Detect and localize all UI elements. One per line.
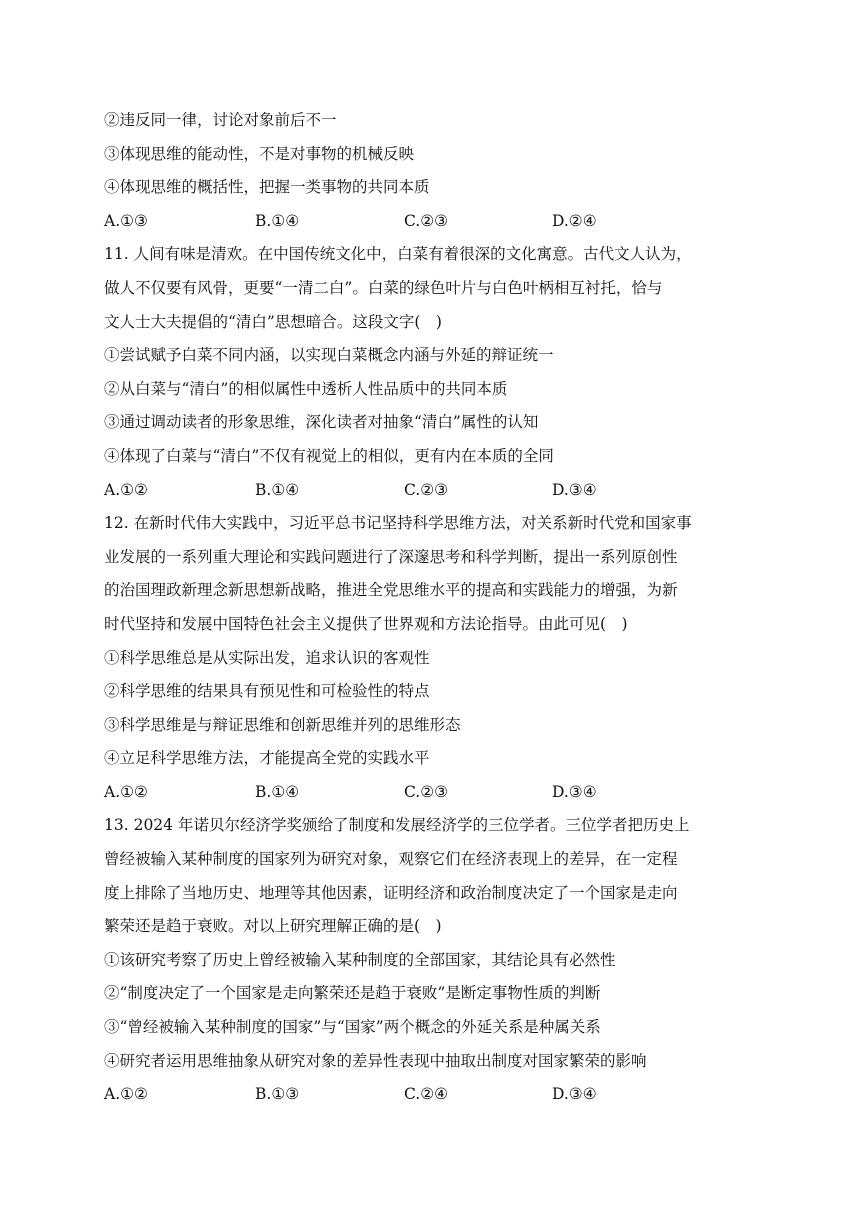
q10-item-2: ②违反同一律，讨论对象前后不一 xyxy=(104,111,337,129)
q12-options xyxy=(104,776,764,810)
q12-item-4: ④立足科学思维方法，才能提高全党的实践水平 xyxy=(104,749,430,768)
q10-options xyxy=(104,205,764,239)
q13-option-c: C.②④ xyxy=(404,1085,449,1104)
q11-stem-line-1: 11. 人间有味是清欢。在中国传统文化中，白菜有着很深的文化寓意。古代文人认为， xyxy=(104,245,692,264)
q12-option-d: D.③④ xyxy=(552,782,597,801)
question-12 xyxy=(104,507,764,809)
q13-stem-line-2: 曾经被输入某种制度的国家列为研究对象，观察它们在经济表现上的差异，在一定程 xyxy=(104,850,678,869)
q10-option-b: B.①④ xyxy=(255,211,300,230)
q12-stem-line-3: 的治国理政新理念新思想新战略，推进全党思维水平的提高和实践能力的增强，为新 xyxy=(104,581,678,600)
q12-option-c: C.②③ xyxy=(404,782,449,801)
q13-item-3: ③“曾经被输入某种制度的国家”与“国家”两个概念的外延关系是种属关系 xyxy=(104,1018,601,1037)
q12-option-b: B.①④ xyxy=(255,782,300,801)
q10-item-4: ④体现思维的概括性，把握一类事物的共同本质 xyxy=(104,178,430,197)
q13-item-1: ①该研究考察了历史上曾经被输入某种制度的全部国家，其结论具有必然性 xyxy=(104,950,616,969)
q12-stem-line-1: 12. 在新时代伟大实践中，习近平总书记坚持科学思维方法，对关系新时代党和国家事 xyxy=(104,514,692,533)
q13-item-2: ②“制度决定了一个国家是走向繁荣还是趋于衰败”是断定事物性质的判断 xyxy=(104,984,601,1003)
q11-item-4: ④体现了白菜与“清白”不仅有视觉上的相似，更有内在本质的全同 xyxy=(104,446,554,465)
q11-options xyxy=(104,474,764,508)
q11-stem-line-3: 文人士大夫提倡的“清白”思想暗合。这段文字( ) xyxy=(104,312,442,331)
q11-stem-line-2: 做人不仅要有风骨，更要“一清二白”。白菜的绿色叶片与白色叶柄相互衬托，恰与 xyxy=(104,278,663,297)
q12-stem-line-2: 业发展的一系列重大理论和实践问题进行了深邃思考和科学判断，提出一系列原创性 xyxy=(104,547,678,566)
question-13 xyxy=(104,809,764,1111)
q13-item-4: ④研究者运用思维抽象从研究对象的差异性表现中抽取出制度对国家繁荣的影响 xyxy=(104,1051,647,1070)
q10-item-3: ③体现思维的能动性，不是对事物的机械反映 xyxy=(104,144,415,163)
q11-item-3: ③通过调动读者的形象思维，深化读者对抽象“清白”属性的认知 xyxy=(104,413,539,432)
q13-stem-line-1: 13. 2024 年诺贝尔经济学奖颁给了制度和发展经济学的三位学者。三位学者把历史上 xyxy=(104,816,690,835)
q10-option-a: A.①③ xyxy=(104,211,148,230)
q12-item-2: ②科学思维的结果具有预见性和可检验性的特点 xyxy=(104,682,430,701)
q12-option-a: A.①② xyxy=(104,782,148,801)
q13-options xyxy=(104,1078,764,1112)
q13-option-a: A.①② xyxy=(104,1085,148,1104)
q13-option-d: D.③④ xyxy=(552,1085,597,1104)
q13-option-b: B.①③ xyxy=(255,1085,300,1104)
q11-option-a: A.①② xyxy=(104,480,148,499)
q13-stem-line-4: 繁荣还是趋于衰败。对以上研究理解正确的是( ) xyxy=(104,917,442,936)
question-10 xyxy=(104,104,764,238)
q10-option-c: C.②③ xyxy=(404,211,449,230)
q12-item-3: ③科学思维是与辩证思维和创新思维并列的思维形态 xyxy=(104,715,461,734)
q11-option-c: C.②③ xyxy=(404,480,449,499)
q13-stem-line-3: 度上排除了当地历史、地理等其他因素，证明经济和政治制度决定了一个国家是走向 xyxy=(104,883,678,902)
q10-option-d: D.②④ xyxy=(552,211,597,230)
q12-item-1: ①科学思维总是从实际出发，追求认识的客观性 xyxy=(104,648,430,667)
q11-option-b: B.①④ xyxy=(255,480,300,499)
q11-option-d: D.③④ xyxy=(552,480,597,499)
q12-stem-line-4: 时代坚持和发展中国特色社会主义提供了世界观和方法论指导。由此可见( ) xyxy=(104,614,628,633)
q11-item-2: ②从白菜与“清白”的相似属性中透析人性品质中的共同本质 xyxy=(104,379,508,398)
q11-item-1: ①尝试赋予白菜不同内涵，以实现白菜概念内涵与外延的辩证统一 xyxy=(104,346,554,365)
exam-page xyxy=(104,104,764,1112)
question-11 xyxy=(104,238,764,507)
